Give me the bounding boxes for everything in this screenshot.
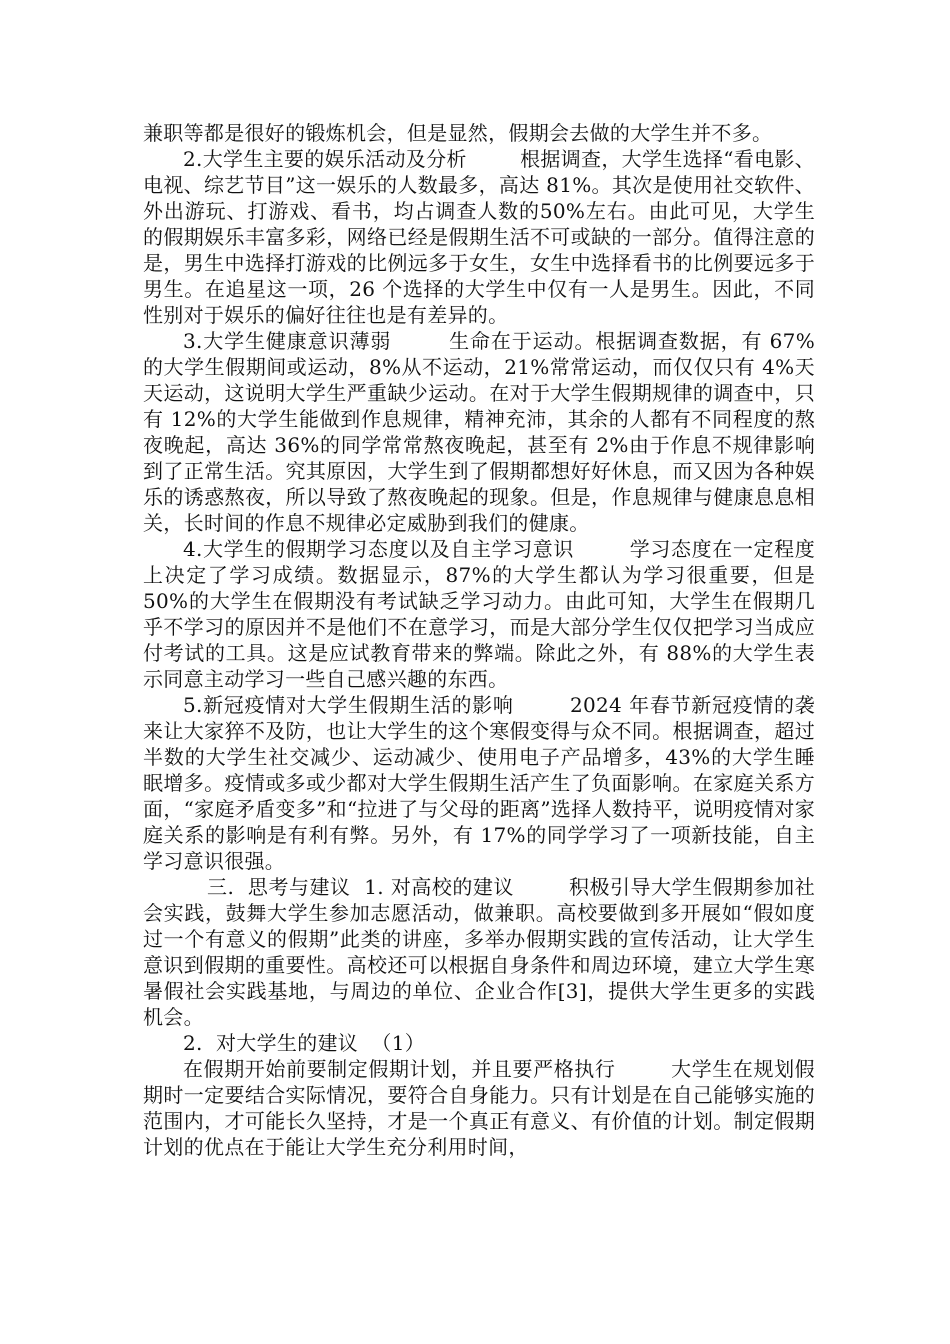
paragraph-covid-impact: 5.新冠疫情对大学生假期生活的影响 2024 年春节新冠疫情的袭来让大家猝不及防，也让大学生的这个寒假变得与众不同。根据调查，超过半数的大学生社交减少、运动减少、使用电子产品增多，43%的大学生睡眠增多。疫情或多或少都对大学生假期生活产生了负面影响。在家庭关系方面，“家庭矛盾变多”和“拉进了与父母的距离”选择人数持平，说明疫情对家庭关系的影响是有利有弊。另外，有 17%的同学学习了一项新技能，自主学习意识很强。: [143, 693, 815, 873]
paragraph-entertainment-analysis: 2.大学生主要的娱乐活动及分析 根据调查，大学生选择“看电影、电视、综艺节目”这一娱乐的人数最多，高达 81%。其次是使用社交软件、外出游玩、打游戏、看书，均占调查人数的50%左右。由此可见，大学生的假期娱乐丰富多彩，网络已经是假期生活不可或缺的一部分。值得注意的是，男生中选择打游戏的比例远多于女生，女生中选择看书的比例要远多于男生。在追星这一项，26 个选择的大学生中仅有一人是男生。因此，不同性别对于娱乐的偏好往往也是有差异的。: [143, 147, 815, 327]
paragraph-study-attitude: 4.大学生的假期学习态度以及自主学习意识 学习态度在一定程度上决定了学习成绩。数据显示，87%的大学生都认为学习很重要，但是 50%的大学生在假期没有考试缺乏学习动力。由此可知，大学生在假期几乎不学习的原因并不是他们不在意学习，而是大部分学生仅仅把学习当成应付考试的工具。这是应试教育带来的弊端。除此之外，有 88%的大学生表示同意主动学习一些自己感兴趣的东西。: [143, 537, 822, 691]
paragraph-vacation-plan: 在假期开始前要制定假期计划，并且要严格执行 大学生在规划假期时一定要结合实际情况，要符合自身能力。只有计划是在自己能够实施的范围内，才可能长久坚持，才是一个真正有意义、有价值的计划。制定假期计划的优点在于能让大学生充分利用时间，: [143, 1057, 815, 1159]
body-text: [143, 120, 822, 1160]
paragraph-continuation: 兼职等都是很好的锻炼机会，但是显然，假期会去做的大学生并不多。: [143, 121, 773, 145]
paragraph-suggestions-universities: 三. 思考与建议 1. 对高校的建议 积极引导大学生假期参加社会实践，鼓舞大学生参加志愿活动，做兼职。高校要做到多开展如“假如度过一个有意义的假期”此类的讲座，多举办假期实践的宣传活动，让大学生意识到假期的重要性。高校还可以根据自身条件和周边环境，建立大学生寒暑假社会实践基地，与周边的单位、企业合作[3]，提供大学生更多的实践机会。: [143, 875, 815, 1029]
paragraph-health-awareness: 3.大学生健康意识薄弱 生命在于运动。根据调查数据，有 67%的大学生假期间或运动，8%从不运动，21%常常运动，而仅仅只有 4%天天运动，这说明大学生严重缺少运动。在对于大学生假期规律的调查中，只有 12%的大学生能做到作息规律，精神充沛，其余的人都有不同程度的熬夜晚起，高达 36%的同学常常熬夜晚起，甚至有 2%由于作息不规律影响到了正常生活。究其原因，大学生到了假期都想好好休息，而又因为各种娱乐的诱惑熬夜，所以导致了熬夜晚起的现象。但是，作息规律与健康息息相关，长时间的作息不规律必定威胁到我们的健康。: [143, 329, 815, 535]
paragraph-suggestions-students-heading: 2. 对大学生的建议 （1）: [183, 1031, 426, 1055]
